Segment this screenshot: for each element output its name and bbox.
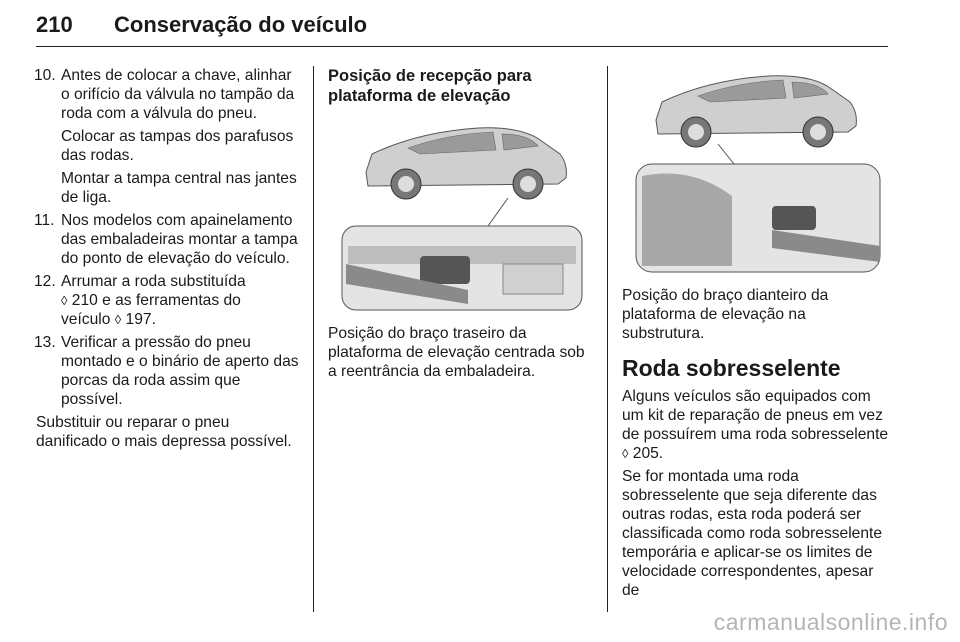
- reference-arrow-icon[interactable]: ◊: [114, 312, 122, 327]
- paragraph: Se for montada uma roda sobresselente que seja diferente das outras rodas, esta roda poderá ser classificada como roda sobresselente temporária e aplicar-se os limites de velocidade correspondentes, apesar de: [622, 468, 883, 599]
- list-item-10: [36, 66, 301, 123]
- column-3: [622, 66, 890, 604]
- list-text: 210 e as ferramentas do: [71, 292, 241, 309]
- page-header: [36, 8, 888, 47]
- list-text: veículo: [61, 311, 111, 328]
- paragraph-text: Alguns veículos são equipados com um kit de reparação de pneus em vez de possuírem uma roda sobresselente: [622, 388, 889, 443]
- list-text: Antes de colocar a chave, alinhar o orifício da válvula no tampão da roda com a válvula do pneu.: [61, 67, 295, 122]
- list-item-11: [36, 211, 301, 268]
- column-2: [328, 66, 596, 385]
- figure-caption: Posição do braço traseiro da plataforma de elevação centrada sob a reentrância da embaladeira.: [328, 325, 585, 380]
- paragraph: [622, 387, 890, 463]
- figure-caption: Posição do braço dianteiro da plataforma de elevação na substrutura.: [622, 287, 829, 342]
- watermark: carmanualsonline.info: [713, 609, 948, 635]
- section-heading: Posição de recepção para plataforma de elevação: [328, 67, 532, 105]
- section-title: Roda sobresselente: [622, 355, 841, 381]
- reference-arrow-icon[interactable]: ◊: [61, 293, 68, 308]
- list-text: Nos modelos com apainelamento das embaladeiras montar a tampa do ponto de elevação do veículo.: [61, 212, 298, 267]
- list-number: 12.: [34, 273, 56, 290]
- front-lift-point-illustration: [622, 66, 890, 276]
- car-silhouette: [366, 128, 566, 199]
- column-divider-2: [607, 66, 608, 612]
- reference-page[interactable]: 205.: [632, 445, 664, 462]
- page-title: Conservação do veículo: [114, 12, 368, 37]
- list-subtext: Montar a tampa central nas jantes de liga.: [61, 170, 297, 206]
- reference-arrow-icon[interactable]: ◊: [622, 446, 629, 461]
- rear-lift-point-illustration: [328, 114, 596, 314]
- list-item-13: [36, 333, 301, 409]
- closing-paragraph: Substituir ou reparar o pneu danificado o mais depressa possível.: [36, 414, 292, 450]
- list-number: 13.: [34, 334, 56, 351]
- column-divider-1: [313, 66, 314, 612]
- list-item-12: [36, 272, 301, 329]
- column-1: [36, 66, 301, 455]
- reference-page[interactable]: 197.: [125, 311, 156, 328]
- list-text: Arrumar a roda substituída: [61, 273, 246, 290]
- list-number: 11.: [34, 212, 55, 229]
- car-silhouette: [656, 76, 856, 147]
- list-subtext: Colocar as tampas dos parafusos das rodas.: [61, 128, 294, 164]
- page-number: 210: [36, 12, 73, 37]
- list-text: Verificar a pressão do pneu montado e o binário de aperto das porcas da roda assim que possível.: [61, 334, 299, 408]
- list-number: 10.: [34, 67, 56, 84]
